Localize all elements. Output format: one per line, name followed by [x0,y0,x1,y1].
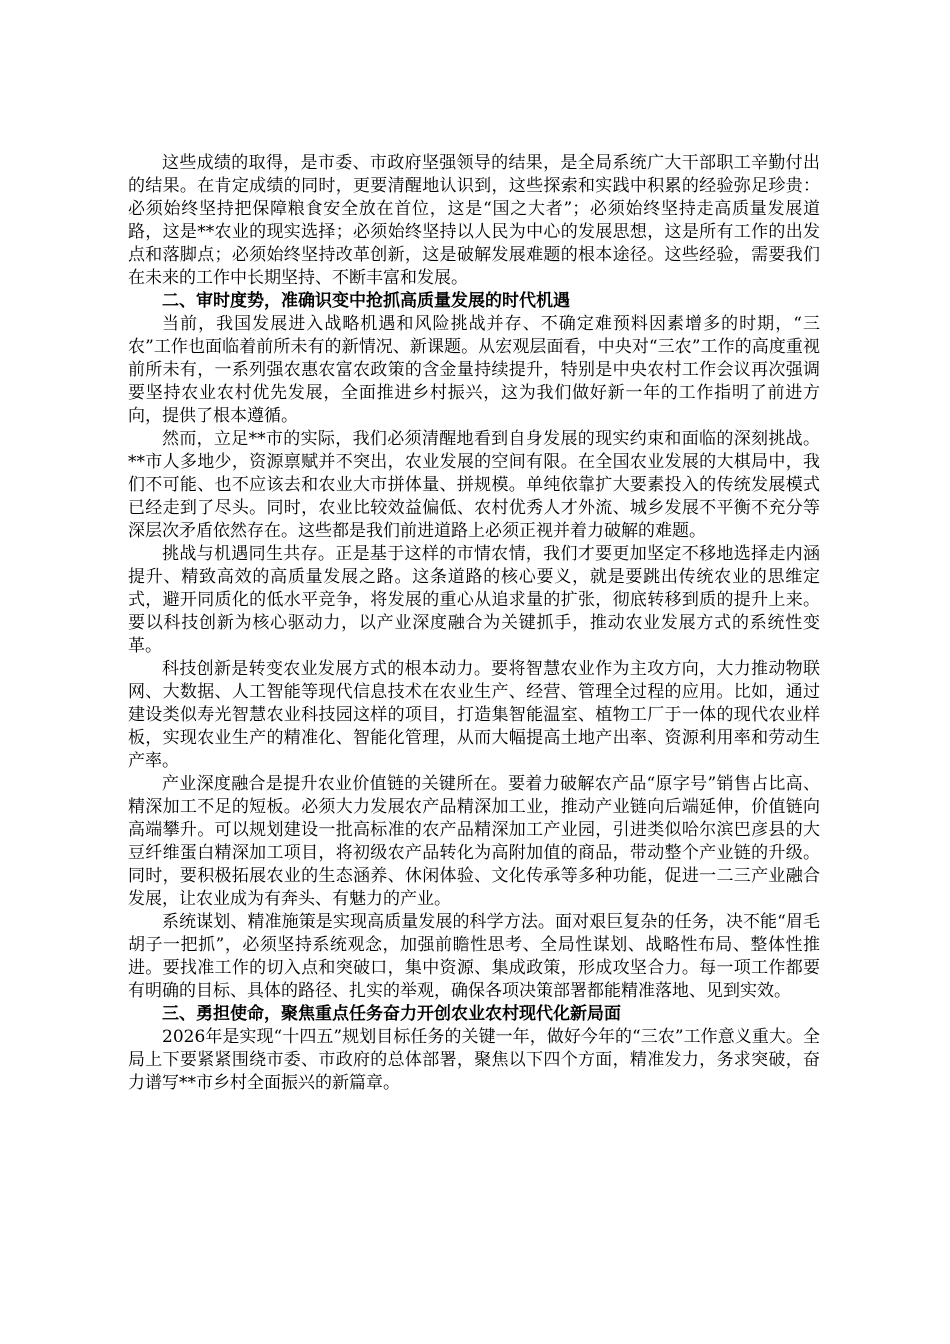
section-heading-2: 二、审时度势，准确识变中抢抓高质量发展的时代机遇 [162,291,570,311]
paragraph-challenges: 然而，立足**市的实际，我们必须清醒地看到自身发展的现实约束和面临的深刻挑战。**市人多地少，资源禀赋并不突出，农业发展的空间有限。在全国农业发展的大棋局中，我们不可能、也不应该去和农业大市拼体量、拼规模。单纯依靠扩大要素投入的传统发展模式已经走到了尽头。同时，农业比较效益偏低、农村优秀人才外流、城乡发展不平衡不充分等深层次矛盾依然存在。这些都是我们前进道路上必须正视并着力破解的难题。 [128,429,820,541]
document-page [128,152,820,1095]
paragraph-tech-innovation: 科技创新是转变农业发展方式的根本动力。要将智慧农业作为主攻方向，大力推动物联网、大数据、人工智能等现代信息技术在农业生产、经营、管理全过程的应用。比如，通过建设类似寿光智慧农业科技园这样的项目，打造集智能温室、植物工厂于一体的现代农业样板，实现农业生产的精准化、智能化管理，从而大幅提高土地产出率、资源利用率和劳动生产率。 [128,659,820,771]
paragraph-systematic-planning: 系统谋划、精准施策是实现高质量发展的科学方法。面对艰巨复杂的任务，决不能“眉毛胡子一把抓”，必须坚持系统观念，加强前瞻性思考、全局性谋划、战略性布局、整体性推进。要找准工作的切入点和突破口，集中资源、集成政策，形成攻坚合力。每一项工作都要有明确的目标、具体的路径、扎实的举观，确保各项决策部署都能精准落地、见到实效。 [128,912,820,1001]
paragraph-achievements: 这些成绩的取得，是市委、市政府坚强领导的结果，是全局系统广大干部职工辛勤付出的结果。在肯定成绩的同时，更要清醒地认识到，这些探索和实践中积累的经验弥足珍贵：必须始终坚持把保障粮食安全放在首位，这是“国之大者”；必须始终坚持走高质量发展道路，这是**农业的现实选择；必须始终坚持以人民为中心的发展思想，这是所有工作的出发点和落脚点；必须始终坚持改革创新，这是破解发展难题的根本途径。这些经验，需要我们在未来的工作中长期坚持、不断丰富和发展。 [128,153,820,288]
paragraph-current-situation: 当前，我国发展进入战略机遇和风险挑战并存、不确定难预料因素增多的时期，“三农”工作也面临着前所未有的新情况、新课题。从宏观层面看，中央对“三农”工作的高度重视前所未有，一系列强农惠农富农政策的含金量持续提升，特别是中央农村工作会议再次强调要坚持农业农村优先发展，全面推进乡村振兴，这为我们做好新一年的工作指明了前进方向，提供了根本遵循。 [128,314,820,426]
paragraph-industry-integration: 产业深度融合是提升农业价值链的关键所在。要着力破解农产品“原字号”销售占比高、精深加工不足的短板。必须大力发展农产品精深加工业，推动产业链向后端延伸，价值链向高端攀升。可以规划建设一批高标准的农产品精深加工产业园，引进类似哈尔滨巴彦县的大豆纤维蛋白精深加工项目，将初级农产品转化为高附加值的商品，带动整个产业链的升级。同时，要积极拓展农业的生态涵养、休闲体验、文化传承等多种功能，促进一二三产业融合发展，让农业成为有奔头、有魅力的产业。 [128,774,820,909]
paragraph-opportunities: 挑战与机遇同生共存。正是基于这样的市情农情，我们才要更加坚定不移地选择走内涵提升、精致高效的高质量发展之路。这条道路的核心要义，就是要跳出传统农业的思维定式，避开同质化的低水平竞争，将发展的重心从追求量的扩张，彻底转移到质的提升上来。要以科技创新为核心驱动力，以产业深度融合为关键抓手，推动农业发展方式的系统性变革。 [128,544,820,656]
section-heading-3: 三、勇担使命，聚焦重点任务奋力开创农业农村现代化新局面 [162,1004,621,1024]
paragraph-2026-tasks: 2026年是实现“十四五”规划目标任务的关键一年，做好今年的“三农”工作意义重大。全局上下要紧紧围绕市委、市政府的总体部署，聚焦以下四个方面，精准发力，务求突破，奋力谱写**市乡村全面振兴的新篇章。 [128,1027,820,1093]
